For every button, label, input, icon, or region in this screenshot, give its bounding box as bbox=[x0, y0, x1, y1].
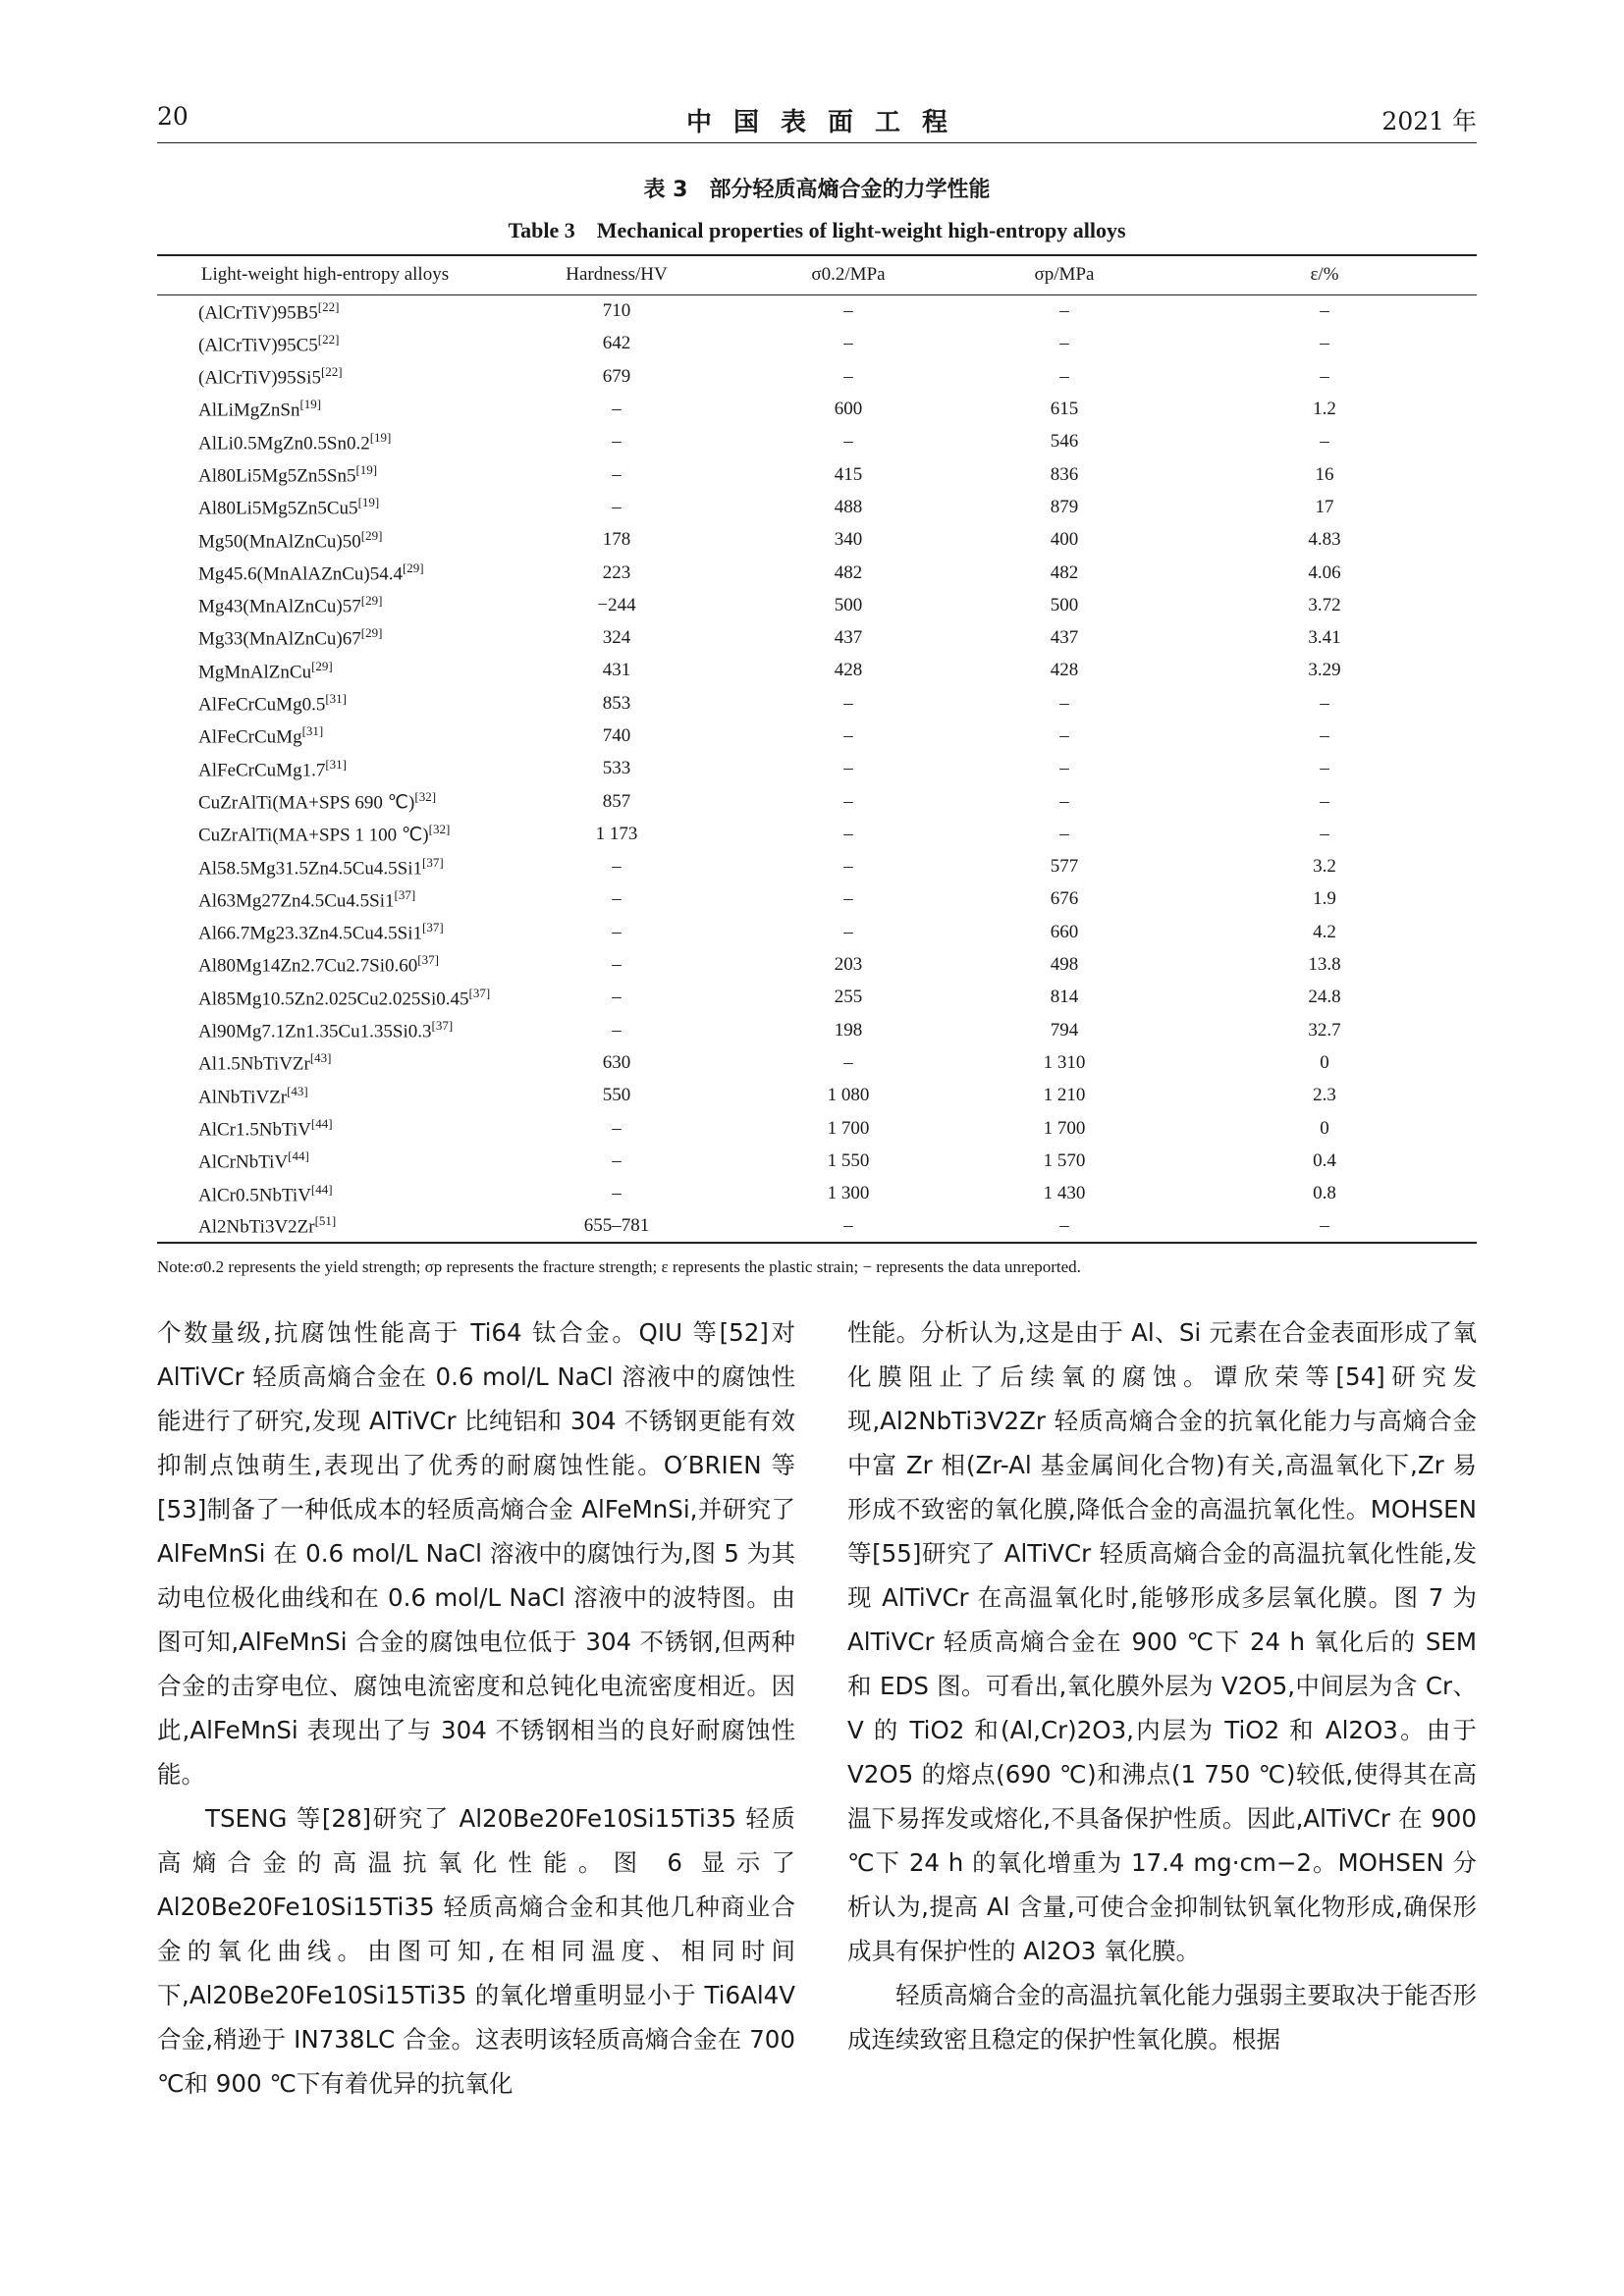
table-row bbox=[157, 589, 1477, 621]
table-row bbox=[157, 981, 1477, 1013]
alloy-cell bbox=[157, 654, 493, 686]
alloy-name: AlCrNbTiV bbox=[198, 1151, 289, 1173]
col-header-yield-strength: σ0.2/MPa bbox=[740, 255, 956, 294]
table-row bbox=[157, 882, 1477, 915]
yield-strength-cell: – bbox=[843, 856, 853, 878]
alloy-name: Al85Mg10.5Zn2.025Cu2.025Si0.45 bbox=[198, 988, 469, 1010]
plastic-strain-cell: – bbox=[1320, 300, 1329, 322]
plastic-strain-cell: – bbox=[1320, 725, 1329, 746]
col-header-alloy: Light-weight high-entropy alloys bbox=[157, 255, 493, 294]
fracture-strength-cell: – bbox=[1059, 790, 1069, 812]
alloy-name: Al90Mg7.1Zn1.35Cu1.35Si0.3 bbox=[198, 1021, 432, 1042]
hardness-cell: 178 bbox=[602, 529, 631, 551]
plastic-strain-cell: 13.8 bbox=[1308, 954, 1341, 976]
alloy-name: Mg50(MnAlZnCu)50 bbox=[198, 530, 361, 552]
hardness-cell: 642 bbox=[602, 333, 631, 354]
alloy-name: Al58.5Mg31.5Zn4.5Cu4.5Si1 bbox=[198, 857, 423, 879]
yield-strength-cell: 203 bbox=[834, 954, 863, 976]
reference-marker: [19] bbox=[357, 495, 380, 510]
reference-marker: [29] bbox=[402, 560, 424, 575]
table-row bbox=[157, 818, 1477, 850]
paragraph: 性能。分析认为,这是由于 Al、Si 元素在合金表面形成了氧化膜阻止了后续氧的腐蚀。谭欣荣等[54]研究发现,Al2NbTi3V2Zr 轻质高熵合金的抗氧化能力与高熵合金中富 Zr 相(Zr-Al 基金属间化合物)有关,高温氧化下,Zr 易形成不致密的氧化膜,降低合金的高温抗氧化性。MOHSEN 等[55]研究了 AlTiVCr 轻质高熵合金的高温抗氧化性能,发现 AlTiVCr 在高温氧化时,能够形成多层氧化膜。图 7 为 AlTiVCr 轻质高熵合金在 900 ℃下 24 h 氧化后的 SEM 和 EDS 图。可看出,氧化膜外层为 V2O5,中间层为含 Cr、V 的 TiO2 和(Al,Cr)2O3,内层为 TiO2 和 Al2O3。由于 V2O5 的熔点(690 ℃)和沸点(1 750 ℃)较低,使得其在高温下易挥发或熔化,不具备保护性质。因此,AlTiVCr 在 900 ℃下 24 h 的氧化增重为 17.4 mg·cm−2。MOHSEN 分析认为,提高 Al 含量,可使合金抑制钛钒氧化物形成,确保形成具有保护性的 Al2O3 氧化膜。 bbox=[847, 1318, 1477, 1965]
plastic-strain-cell: 0.8 bbox=[1313, 1183, 1336, 1204]
table-row bbox=[157, 491, 1477, 523]
table-row bbox=[157, 425, 1477, 457]
yield-strength-cell: – bbox=[843, 365, 853, 387]
alloy-name: CuZrAlTi(MA+SPS 690 ℃) bbox=[198, 792, 415, 814]
paragraph: 个数量级,抗腐蚀性能高于 Ti64 钛合金。QIU 等[52]对 AlTiVCr 轻质高熵合金在 0.6 mol/L NaCl 溶液中的腐蚀性能进行了研究,发现 AlTiVCr 比纯铝和 304 不锈钢更能有效抑制点蚀萌生,表现出了优秀的耐腐蚀性能。O′BRIEN 等[53]制备了一种低成本的轻质高熵合金 AlFeMnSi,并研究了 AlFeMnSi 在 0.6 mol/L NaCl 溶液中的腐蚀行为,图 5 为其动电位极化曲线和在 0.6 mol/L NaCl 溶液中的波特图。由图可知,AlFeMnSi 合金的腐蚀电位低于 304 不锈钢,但两种合金的击穿电位、腐蚀电流密度和总钝化电流密度相近。因此,AlFeMnSi 表现出了与 304 不锈钢相当的良好耐腐蚀性能。 bbox=[157, 1318, 795, 1789]
alloy-name: AlCr1.5NbTiV bbox=[198, 1119, 311, 1141]
yield-strength-cell: – bbox=[843, 1051, 853, 1073]
yield-strength-cell: – bbox=[843, 333, 853, 354]
table-row bbox=[157, 1145, 1477, 1177]
fracture-strength-cell: 482 bbox=[1050, 561, 1079, 583]
reference-marker: [44] bbox=[310, 1181, 333, 1197]
hardness-cell: – bbox=[612, 987, 622, 1008]
hardness-cell: 655–781 bbox=[493, 1209, 740, 1242]
yield-strength-cell: 415 bbox=[834, 463, 863, 485]
table-row bbox=[157, 687, 1477, 720]
hardness-cell: – bbox=[612, 1183, 622, 1204]
alloy-cell bbox=[157, 784, 493, 817]
alloy-cell bbox=[157, 850, 493, 882]
alloy-name: AlLi0.5MgZn0.5Sn0.2 bbox=[198, 433, 370, 454]
yield-strength-cell: 1 550 bbox=[827, 1149, 870, 1171]
journal-title: 中国表面工程 bbox=[685, 108, 969, 137]
table-row bbox=[157, 784, 1477, 817]
fracture-strength-cell: 498 bbox=[1050, 954, 1079, 976]
reference-marker: [19] bbox=[369, 429, 392, 445]
alloy-cell bbox=[157, 752, 493, 784]
yield-strength-cell: 255 bbox=[834, 987, 863, 1008]
table-row bbox=[157, 1111, 1477, 1144]
alloy-cell bbox=[157, 556, 493, 588]
yield-strength-cell: 600 bbox=[834, 399, 863, 420]
alloy-cell bbox=[157, 393, 493, 425]
alloy-cell bbox=[157, 1014, 493, 1046]
table-row bbox=[157, 948, 1477, 981]
hardness-cell: – bbox=[612, 856, 622, 878]
hardness-cell: 1 173 bbox=[595, 823, 638, 844]
hardness-cell: 223 bbox=[602, 561, 631, 583]
yield-strength-cell: 500 bbox=[834, 594, 863, 615]
alloy-name: (AlCrTiV)95Si5 bbox=[198, 367, 321, 389]
reference-marker: [43] bbox=[287, 1083, 308, 1098]
yield-strength-cell: – bbox=[843, 725, 853, 746]
table-row bbox=[157, 720, 1477, 752]
reference-marker: [37] bbox=[431, 1018, 454, 1034]
table-row bbox=[157, 457, 1477, 490]
yield-strength-cell: 428 bbox=[834, 660, 863, 681]
alloy-cell bbox=[157, 523, 493, 556]
alloy-cell bbox=[157, 1111, 493, 1144]
plastic-strain-cell: 4.06 bbox=[1308, 561, 1341, 583]
paragraph: 轻质高熵合金的高温抗氧化能力强弱主要取决于能否形成连续致密且稳定的保护性氧化膜。根据 bbox=[847, 1981, 1477, 2054]
hardness-cell: – bbox=[612, 921, 622, 942]
alloy-name: AlFeCrCuMg1.7 bbox=[198, 759, 326, 780]
page-header bbox=[157, 102, 1477, 135]
hardness-cell: 740 bbox=[602, 725, 631, 746]
fracture-strength-cell: 1 430 bbox=[1043, 1183, 1086, 1204]
yield-strength-cell: 1 700 bbox=[827, 1117, 870, 1139]
plastic-strain-cell: 4.83 bbox=[1308, 529, 1341, 551]
table-row bbox=[157, 294, 1477, 327]
reference-marker: [22] bbox=[317, 298, 340, 314]
reference-marker: [37] bbox=[468, 985, 491, 1000]
table-row bbox=[157, 523, 1477, 556]
plastic-strain-cell: 3.2 bbox=[1313, 856, 1336, 878]
plastic-strain-cell: 1.2 bbox=[1313, 399, 1336, 420]
reference-marker: [44] bbox=[310, 1115, 333, 1131]
reference-marker: [29] bbox=[360, 593, 383, 609]
reference-marker: [22] bbox=[317, 331, 340, 347]
reference-marker: [29] bbox=[360, 625, 383, 641]
alloy-cell bbox=[157, 818, 493, 850]
reference-marker: [37] bbox=[394, 886, 416, 902]
yield-strength-cell: – bbox=[740, 1209, 956, 1242]
yield-strength-cell: – bbox=[843, 888, 853, 910]
alloy-name: Al80Li5Mg5Zn5Sn5 bbox=[198, 465, 356, 487]
yield-strength-cell: – bbox=[843, 431, 853, 453]
hardness-cell: – bbox=[612, 1117, 622, 1139]
fracture-strength-cell: – bbox=[1059, 692, 1069, 714]
table-caption-zh: 表 3 部分轻质高熵合金的力学性能 bbox=[643, 178, 991, 202]
plastic-strain-cell: – bbox=[1172, 1209, 1477, 1242]
plastic-strain-cell: 0 bbox=[1320, 1051, 1329, 1073]
fracture-strength-cell: 500 bbox=[1050, 594, 1079, 615]
plastic-strain-cell: – bbox=[1320, 365, 1329, 387]
plastic-strain-cell: – bbox=[1320, 692, 1329, 714]
plastic-strain-cell: 16 bbox=[1315, 463, 1334, 485]
fracture-strength-cell: – bbox=[1059, 333, 1069, 354]
reference-marker: [31] bbox=[325, 756, 347, 772]
reference-marker: [31] bbox=[301, 723, 324, 739]
properties-table bbox=[157, 254, 1477, 1244]
plastic-strain-cell: – bbox=[1320, 333, 1329, 354]
table-caption-en: Table 3 Mechanical properties of light-weight high-entropy alloys bbox=[508, 218, 1126, 242]
hardness-cell: – bbox=[612, 399, 622, 420]
hardness-cell: – bbox=[612, 954, 622, 976]
alloy-name: Al1.5NbTiVZr bbox=[198, 1053, 310, 1075]
alloy-name: Mg45.6(MnAlAZnCu)54.4 bbox=[198, 563, 403, 585]
fracture-strength-cell: 794 bbox=[1050, 1019, 1079, 1041]
fracture-strength-cell: 814 bbox=[1050, 987, 1079, 1008]
fracture-strength-cell: 1 570 bbox=[1043, 1149, 1086, 1171]
table-row bbox=[157, 654, 1477, 686]
fracture-strength-cell: 660 bbox=[1050, 921, 1079, 942]
header-rule bbox=[157, 142, 1477, 143]
hardness-cell: −244 bbox=[597, 594, 636, 615]
plastic-strain-cell: 3.72 bbox=[1308, 594, 1341, 615]
hardness-cell: 630 bbox=[602, 1051, 631, 1073]
fracture-strength-cell: 879 bbox=[1050, 496, 1079, 517]
fracture-strength-cell: 546 bbox=[1050, 431, 1079, 453]
fracture-strength-cell: 577 bbox=[1050, 856, 1079, 878]
reference-marker: [37] bbox=[417, 952, 439, 968]
alloy-name: Al63Mg27Zn4.5Cu4.5Si1 bbox=[198, 890, 395, 912]
plastic-strain-cell: – bbox=[1320, 758, 1329, 779]
fracture-strength-cell: – bbox=[1059, 725, 1069, 746]
table-row bbox=[157, 1014, 1477, 1046]
table-row bbox=[157, 850, 1477, 882]
fracture-strength-cell: – bbox=[1059, 823, 1069, 844]
hardness-cell: – bbox=[612, 888, 622, 910]
table-row bbox=[157, 1046, 1477, 1079]
alloy-cell bbox=[157, 425, 493, 457]
plastic-strain-cell: 4.2 bbox=[1313, 921, 1336, 942]
hardness-cell: 431 bbox=[602, 660, 631, 681]
plastic-strain-cell: – bbox=[1320, 431, 1329, 453]
table-row bbox=[157, 621, 1477, 654]
hardness-cell: 710 bbox=[602, 300, 631, 322]
alloy-name: AlNbTiVZr bbox=[198, 1086, 288, 1107]
plastic-strain-cell: 17 bbox=[1315, 496, 1334, 517]
reference-marker: [32] bbox=[414, 788, 437, 804]
fracture-strength-cell: – bbox=[1059, 300, 1069, 322]
table-header-row bbox=[157, 255, 1477, 294]
reference-marker: [31] bbox=[325, 691, 347, 707]
alloy-name: AlFeCrCuMg bbox=[198, 726, 302, 748]
reference-marker: [43] bbox=[309, 1050, 332, 1066]
page-number: 20 bbox=[157, 102, 189, 131]
fracture-strength-cell: – bbox=[1059, 365, 1069, 387]
alloy-cell bbox=[157, 327, 493, 359]
fracture-strength-cell: 1 210 bbox=[1043, 1085, 1086, 1106]
reference-marker: [19] bbox=[299, 397, 322, 412]
alloy-cell bbox=[157, 589, 493, 621]
reference-marker: [37] bbox=[422, 854, 444, 870]
col-header-plastic-strain: ε/% bbox=[1172, 255, 1477, 294]
yield-strength-cell: 488 bbox=[834, 496, 863, 517]
alloy-cell bbox=[157, 948, 493, 981]
alloy-name: AlCr0.5NbTiV bbox=[198, 1184, 311, 1205]
yield-strength-cell: 482 bbox=[834, 561, 863, 583]
hardness-cell: 550 bbox=[602, 1085, 631, 1106]
table-row bbox=[157, 327, 1477, 359]
reference-marker: [29] bbox=[311, 658, 333, 673]
fracture-strength-cell: 400 bbox=[1050, 529, 1079, 551]
alloy-cell bbox=[157, 916, 493, 948]
hardness-cell: – bbox=[612, 431, 622, 453]
table-row bbox=[157, 1177, 1477, 1209]
yield-strength-cell: – bbox=[843, 921, 853, 942]
publication-year: 2021 年 bbox=[1381, 107, 1477, 135]
col-header-hardness: Hardness/HV bbox=[493, 255, 740, 294]
alloy-cell bbox=[157, 1209, 493, 1242]
reference-marker: [51] bbox=[314, 1213, 337, 1229]
yield-strength-cell: 437 bbox=[834, 627, 863, 649]
table-row bbox=[157, 916, 1477, 948]
table-row bbox=[157, 556, 1477, 588]
yield-strength-cell: – bbox=[843, 692, 853, 714]
alloy-cell bbox=[157, 720, 493, 752]
fracture-strength-cell: 836 bbox=[1050, 463, 1079, 485]
reference-marker: [44] bbox=[288, 1148, 309, 1164]
table-row bbox=[157, 752, 1477, 784]
plastic-strain-cell: 1.9 bbox=[1313, 888, 1336, 910]
yield-strength-cell: – bbox=[843, 758, 853, 779]
yield-strength-cell: – bbox=[843, 790, 853, 812]
plastic-strain-cell: 2.3 bbox=[1313, 1085, 1336, 1106]
hardness-cell: 533 bbox=[602, 758, 631, 779]
alloy-name: AlLiMgZnSn bbox=[198, 400, 300, 421]
alloy-cell bbox=[157, 621, 493, 654]
reference-marker: [37] bbox=[422, 920, 444, 935]
yield-strength-cell: 1 080 bbox=[827, 1085, 870, 1106]
alloy-cell bbox=[157, 360, 493, 393]
reference-marker: [19] bbox=[355, 461, 378, 477]
alloy-cell bbox=[157, 491, 493, 523]
table-note: Note:σ0.2 represents the yield strength; σp represents the fracture strength; ε represents the plastic strain; − represents the data unreported. bbox=[157, 1257, 1081, 1276]
alloy-name: Mg43(MnAlZnCu)57 bbox=[198, 596, 361, 617]
fracture-strength-cell: 676 bbox=[1050, 888, 1079, 910]
plastic-strain-cell: 24.8 bbox=[1308, 987, 1341, 1008]
yield-strength-cell: 1 300 bbox=[827, 1183, 870, 1204]
alloy-cell bbox=[157, 1046, 493, 1079]
alloy-name: MgMnAlZnCu bbox=[198, 662, 312, 683]
hardness-cell: 857 bbox=[602, 790, 631, 812]
hardness-cell: – bbox=[612, 463, 622, 485]
table-body bbox=[157, 294, 1477, 1243]
plastic-strain-cell: 0 bbox=[1320, 1117, 1329, 1139]
right-column bbox=[847, 1310, 1477, 2061]
table-row bbox=[157, 360, 1477, 393]
plastic-strain-cell: 3.29 bbox=[1308, 660, 1341, 681]
fracture-strength-cell: – bbox=[956, 1209, 1172, 1242]
plastic-strain-cell: – bbox=[1320, 823, 1329, 844]
hardness-cell: – bbox=[612, 1019, 622, 1041]
alloy-cell bbox=[157, 1145, 493, 1177]
alloy-name: (AlCrTiV)95B5 bbox=[198, 302, 318, 324]
yield-strength-cell: – bbox=[843, 823, 853, 844]
alloy-name: Al2NbTi3V2Zr bbox=[198, 1216, 315, 1238]
alloy-name: (AlCrTiV)95C5 bbox=[198, 335, 318, 356]
alloy-cell bbox=[157, 981, 493, 1013]
alloy-name: AlFeCrCuMg0.5 bbox=[198, 694, 326, 716]
yield-strength-cell: – bbox=[843, 300, 853, 322]
table-row bbox=[157, 1209, 1477, 1242]
alloy-name: Mg33(MnAlZnCu)67 bbox=[198, 628, 361, 650]
col-header-fracture-strength: σp/MPa bbox=[956, 255, 1172, 294]
alloy-cell bbox=[157, 687, 493, 720]
alloy-name: CuZrAlTi(MA+SPS 1 100 ℃) bbox=[198, 825, 429, 846]
hardness-cell: 324 bbox=[602, 627, 631, 649]
fracture-strength-cell: 437 bbox=[1050, 627, 1079, 649]
fracture-strength-cell: 1 310 bbox=[1043, 1051, 1086, 1073]
alloy-name: Al66.7Mg23.3Zn4.5Cu4.5Si1 bbox=[198, 923, 423, 944]
hardness-cell: – bbox=[612, 1149, 622, 1171]
plastic-strain-cell: 3.41 bbox=[1308, 627, 1341, 649]
reference-marker: [29] bbox=[360, 527, 383, 543]
hardness-cell: 679 bbox=[602, 365, 631, 387]
alloy-cell bbox=[157, 457, 493, 490]
yield-strength-cell: 198 bbox=[834, 1019, 863, 1041]
plastic-strain-cell: 32.7 bbox=[1308, 1019, 1341, 1041]
fracture-strength-cell: 615 bbox=[1050, 399, 1079, 420]
fracture-strength-cell: 1 700 bbox=[1043, 1117, 1086, 1139]
plastic-strain-cell: – bbox=[1320, 790, 1329, 812]
plastic-strain-cell: 0.4 bbox=[1313, 1149, 1336, 1171]
alloy-cell bbox=[157, 1079, 493, 1111]
left-column bbox=[157, 1310, 795, 2106]
alloy-cell bbox=[157, 1177, 493, 1209]
alloy-name: Al80Mg14Zn2.7Cu2.7Si0.60 bbox=[198, 955, 418, 977]
hardness-cell: 853 bbox=[602, 692, 631, 714]
table-row bbox=[157, 1079, 1477, 1111]
fracture-strength-cell: – bbox=[1059, 758, 1069, 779]
reference-marker: [22] bbox=[320, 364, 343, 380]
hardness-cell: – bbox=[612, 496, 622, 517]
alloy-name: Al80Li5Mg5Zn5Cu5 bbox=[198, 498, 358, 519]
alloy-cell bbox=[157, 882, 493, 915]
table-row bbox=[157, 393, 1477, 425]
alloy-cell bbox=[157, 294, 493, 327]
reference-marker: [32] bbox=[428, 822, 451, 837]
yield-strength-cell: 340 bbox=[834, 529, 863, 551]
fracture-strength-cell: 428 bbox=[1050, 660, 1079, 681]
paragraph: TSENG 等[28]研究了 Al20Be20Fe10Si15Ti35 轻质高熵合金的高温抗氧化性能。图 6 显示了 Al20Be20Fe10Si15Ti35 轻质高熵合金和其他几种商业合金的氧化曲线。由图可知,在相同温度、相同时间下,Al20Be20Fe10Si15Ti35 的氧化增重明显小于 Ti6Al4V 合金,稍逊于 IN738LC 合金。这表明该轻质高熵合金在 700 ℃和 900 ℃下有着优异的抗氧化 bbox=[157, 1804, 795, 2098]
